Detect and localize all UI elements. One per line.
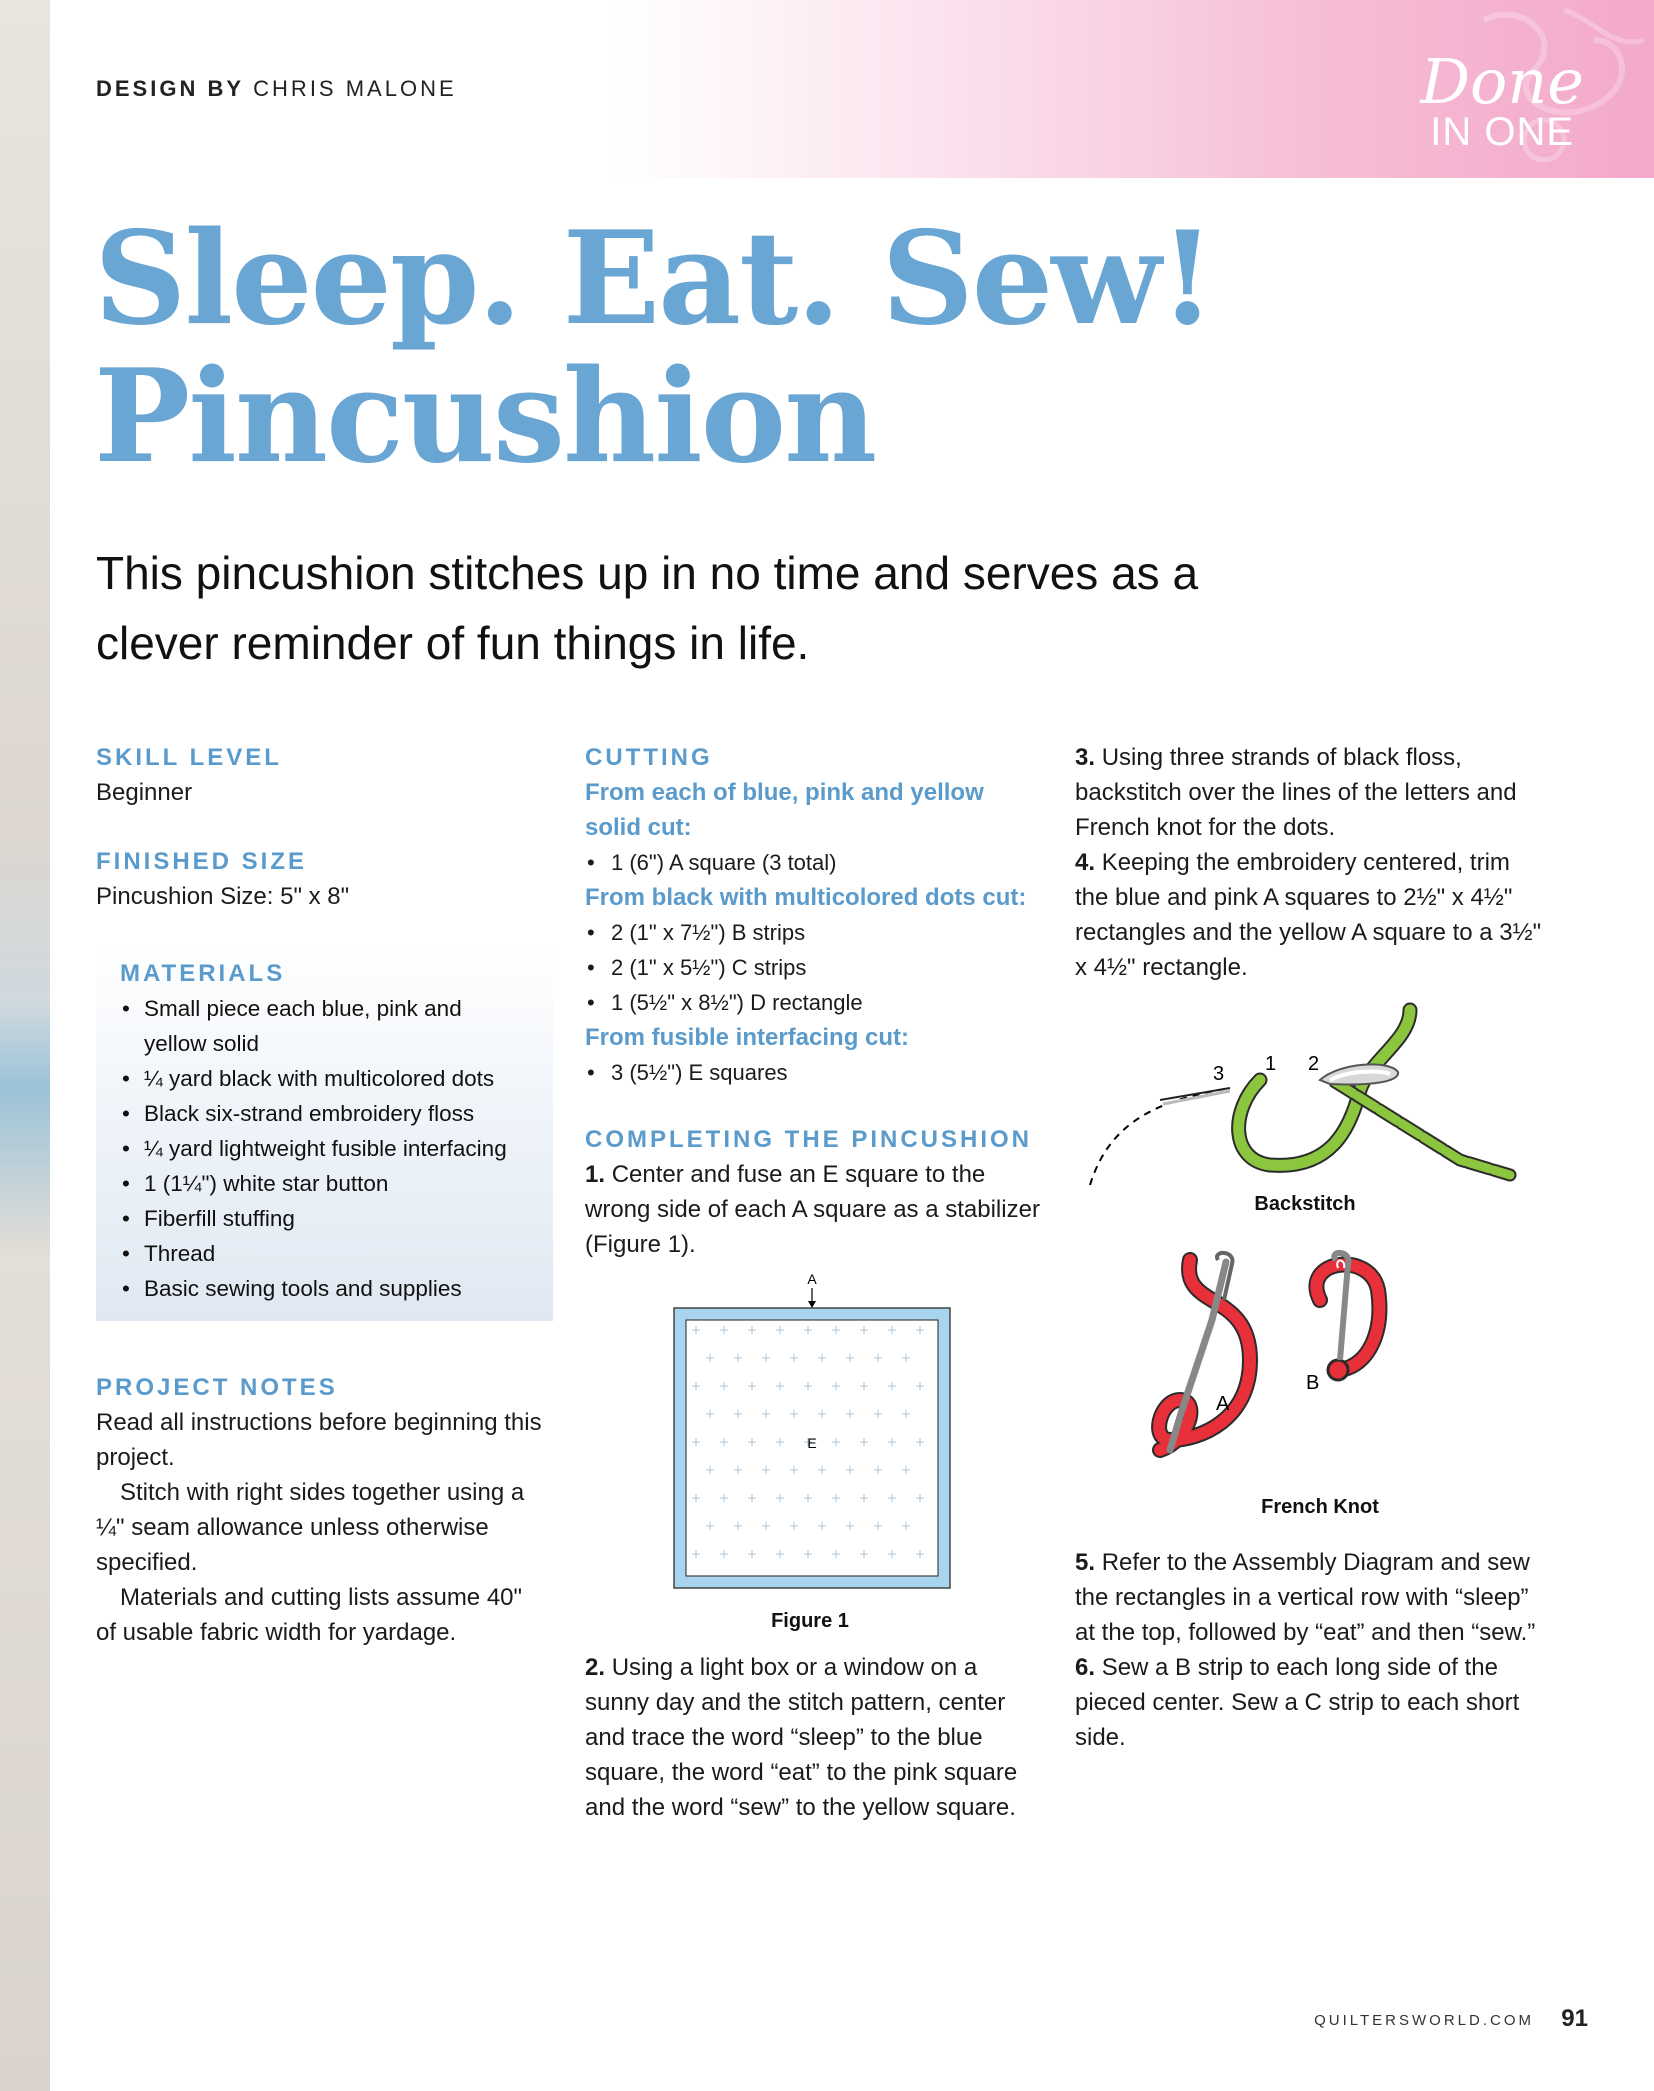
footer-url: QUILTERSWORLD.COM (1314, 2012, 1534, 2029)
title-line-2: Pincushion (94, 342, 876, 492)
notes-paragraph: Stitch with right sides together using a ¼" seam allowance unless otherwise specified. (96, 1479, 525, 1576)
list-item: • Small piece each blue, pink and yellow solid (120, 991, 533, 1061)
project-notes (96, 1370, 546, 1650)
list-item: • ¼ yard black with multicolored dots (120, 1061, 533, 1096)
list-item: • 1 (1¼") white star button (120, 1166, 533, 1201)
finished-heading: FINISHED SIZE (96, 848, 308, 875)
backstitch-num-2: 2 (1308, 1053, 1320, 1075)
backstitch-caption: Backstitch (1254, 1193, 1356, 1215)
step-1: 1. Center and fuse an E square to the wrong side of each A square as a stabilizer (Figure 1). (585, 1161, 1040, 1258)
list-item: • 2 (1" x 7½") B strips (585, 915, 1045, 950)
french-knot-diagram (1140, 1250, 1470, 1510)
french-knot-label-b: B (1306, 1372, 1320, 1394)
column-3 (1075, 740, 1545, 985)
cutting-group-heading: From fusible interfacing cut: (585, 1024, 910, 1051)
step-3: 3. Using three strands of black floss, backstitch over the lines of the letters and French knot for the dots. (1075, 744, 1517, 841)
cutting-list (585, 1055, 1045, 1090)
list-item: • Basic sewing tools and supplies (120, 1271, 533, 1306)
step-2: 2. Using a light box or a window on a sunny day and the stitch pattern, center and trace the word “sleep” to the blue square, the word “eat” to the pink square and the word “sew” to the yellow square. (585, 1654, 1018, 1821)
list-item: • 2 (1" x 5½") C strips (585, 950, 1045, 985)
cutting-list (585, 915, 1045, 1020)
design-by-label: DESIGN BY (96, 76, 245, 101)
left-photo-strip (0, 0, 50, 2091)
materials-box (96, 942, 553, 1321)
completing-heading: COMPLETING THE PINCUSHION (585, 1126, 1033, 1153)
list-item: • ¼ yard lightweight fusible interfacing (120, 1131, 533, 1166)
backstitch-num-3: 3 (1213, 1063, 1225, 1085)
list-item: • Fiberfill stuffing (120, 1201, 533, 1236)
page-subtitle: This pincushion stitches up in no time and serves as a clever reminder of fun things in life. (96, 547, 1199, 669)
title-line-1: Sleep. Eat. Sew! (94, 204, 1214, 354)
list-item: • Black six-strand embroidery floss (120, 1096, 533, 1131)
logo-script: Done (1420, 45, 1584, 118)
cutting-heading: CUTTING (585, 744, 713, 771)
backstitch-num-1: 1 (1265, 1053, 1277, 1075)
cutting-group-heading: From black with multicolored dots cut: (585, 884, 1027, 911)
figure-1-diagram (660, 1272, 960, 1592)
notes-heading: PROJECT NOTES (96, 1374, 338, 1401)
step-4: 4. Keeping the embroidery centered, trim the blue and pink A squares to 2½" x 4½" rectangles and the yellow A square to a 3½" x 4½" rectangle. (1075, 849, 1542, 981)
figure-1-caption: Figure 1 (771, 1610, 849, 1632)
list-item: • 1 (5½" x 8½") D rectangle (585, 985, 1045, 1020)
page-title (94, 204, 1214, 492)
cutting-list (585, 845, 1045, 880)
materials-list (120, 991, 533, 1306)
logo-sub: IN ONE (1430, 110, 1575, 154)
materials-heading: MATERIALS (120, 960, 286, 987)
backstitch-diagram (1080, 1000, 1530, 1220)
design-by-credit (96, 76, 457, 102)
step-6: 6. Sew a B strip to each long side of the pieced center. Sew a C strip to each short side. (1075, 1654, 1520, 1751)
list-item: • Thread (120, 1236, 533, 1271)
column-1 (96, 740, 556, 914)
figure-1-label-a: A (807, 1272, 817, 1287)
cutting-group-heading: From each of blue, pink and yellow solid cut: (585, 779, 984, 841)
designer-name: CHRIS MALONE (253, 76, 457, 101)
done-in-one-logo (1420, 45, 1584, 154)
column-2 (585, 740, 1045, 1262)
notes-paragraph: Materials and cutting lists assume 40" of usable fabric width for yardage. (96, 1584, 523, 1646)
figure-1-label-e: E (807, 1435, 817, 1451)
step-5: 5. Refer to the Assembly Diagram and sew the rectangles in a vertical row with “sleep” at the top, followed by “eat” and then “sew.” (1075, 1549, 1536, 1646)
finished-value: Pincushion Size: 5" x 8" (96, 883, 350, 910)
column-3-lower (1075, 1545, 1545, 1755)
list-item: • 1 (6") A square (3 total) (585, 845, 1045, 880)
list-item: • 3 (5½") E squares (585, 1055, 1045, 1090)
page-number: 91 (1561, 2005, 1588, 2032)
french-knot-label-a: A (1216, 1393, 1230, 1415)
french-knot-caption: French Knot (1261, 1496, 1379, 1518)
notes-paragraph: Read all instructions before beginning this project. (96, 1409, 542, 1471)
skill-value: Beginner (96, 779, 193, 806)
skill-heading: SKILL LEVEL (96, 744, 282, 771)
